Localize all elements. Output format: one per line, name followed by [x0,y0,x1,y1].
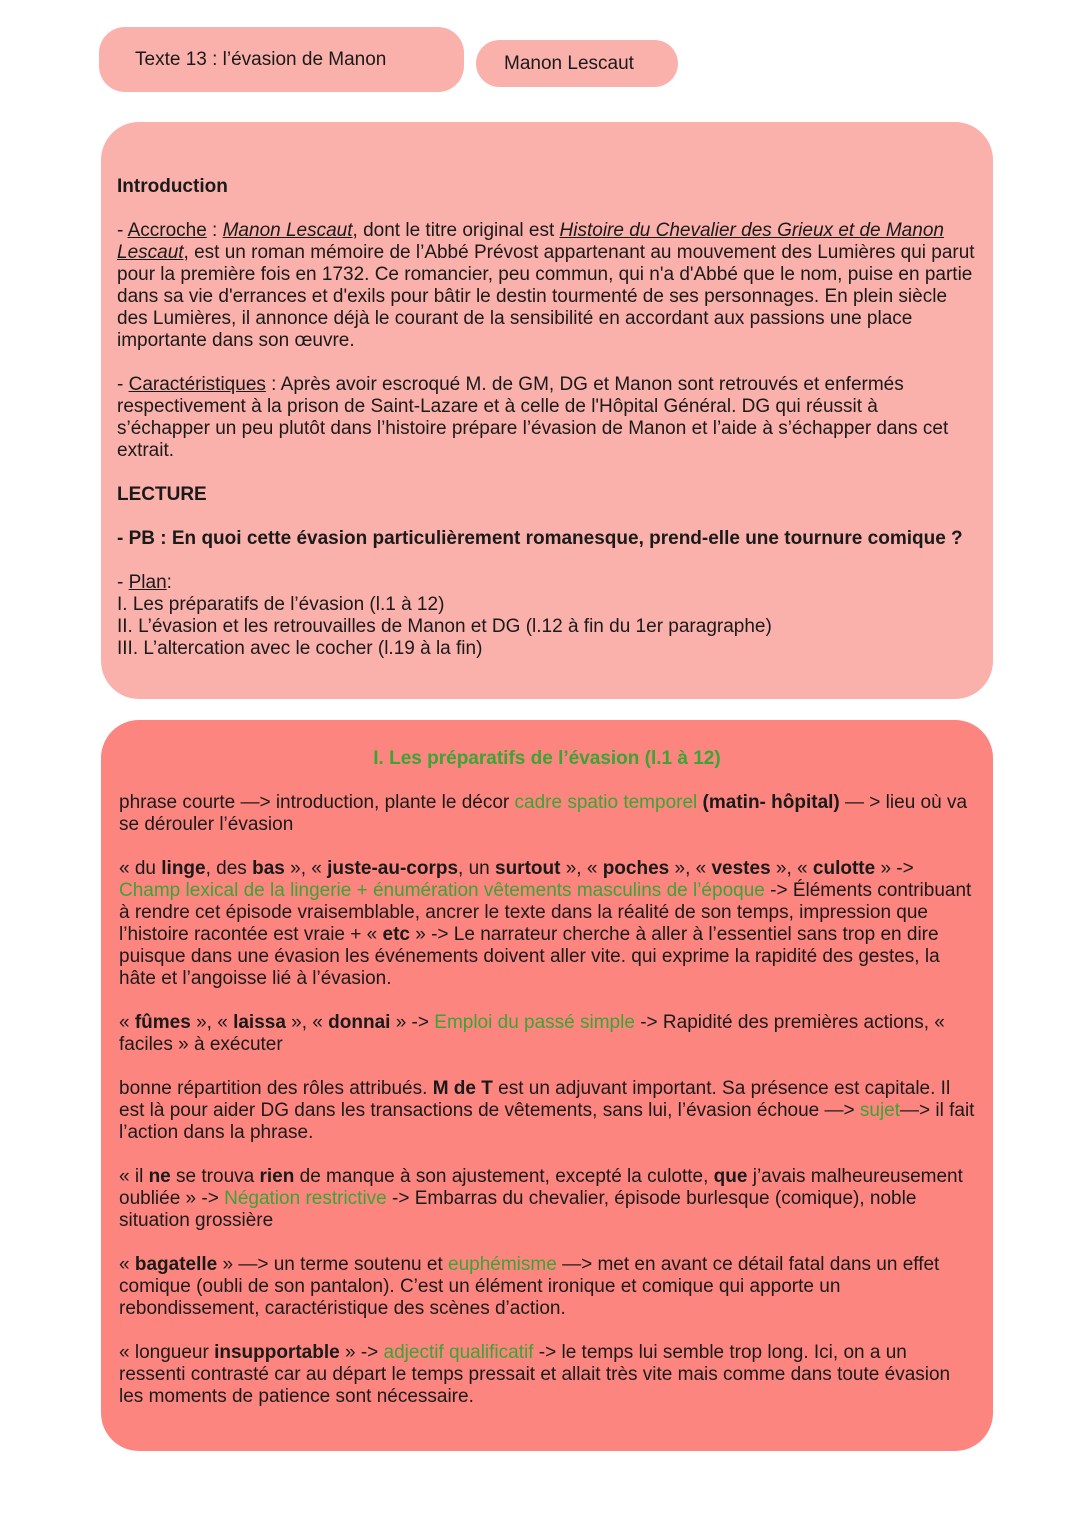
analysis-paragraph: « fûmes », « laissa », « donnai » -> Emploi du passé simple -> Rapidité des premières actions, « faciles » à exécuter [119,1012,945,1055]
analysis-paragraph: « il ne se trouva rien de manque à son ajustement, excepté la culotte, que j’avais malheureusement oubliée » -> Négation restrictive -> Embarras du chevalier, épisode burlesque (comique), noble situation grossière [119,1166,963,1231]
analysis-paragraph: bonne répartition des rôles attribués. M de T est un adjuvant important. Sa présence est capitale. Il est là pour aider DG dans les transactions de vêtements, sans lui, l’évasion échoue —> sujet—> il fait l’action dans la phrase. [119,1078,975,1143]
plan-label: - Plan: [117,572,172,593]
book-tag [476,40,678,87]
analysis-paragraph: phrase courte —> introduction, plante le décor cadre spatio temporel (matin- hôpital) — > lieu où va se dérouler l’évasion [119,792,968,835]
lecture-heading: LECTURE [117,484,207,505]
part1-heading: I. Les préparatifs de l’évasion (l.1 à 12) [373,748,721,769]
plan-item: III. L’altercation avec le cocher (l.19 à la fin) [117,638,483,659]
lesson-title-tag [99,27,464,92]
introduction-card [101,122,993,699]
plan-item: II. L’évasion et les retrouvailles de Manon et DG (l.12 à fin du 1er paragraphe) [117,616,772,637]
part1-card [101,720,993,1451]
problematique: - PB : En quoi cette évasion particulièrement romanesque, prend-elle une tournure comique ? [117,528,963,549]
analysis-paragraph: « longueur insupportable » -> adjectif qualificatif -> le temps lui semble trop long. Ici, on a un ressenti contrasté car au départ le temps pressait et allait très vite mais comme dans toute évasion les moments de patience sont nécessaire. [119,1342,951,1407]
analysis-paragraph: « bagatelle » —> un terme soutenu et euphémisme —> met en avant ce détail fatal dans un effet comique (oubli de son pantalon). C’est un élément ironique et comique qui apporte un rebondissement, caractéristique des scènes d’action. [119,1254,940,1319]
caracteristiques-paragraph: - Caractéristiques : Après avoir escroqué M. de GM, DG et Manon sont retrouvés et enfermés respectivement à la prison de Saint-Lazare et à celle de l'Hôpital Général. DG qui réussit à s’échapper un peu plutôt dans l’histoire prépare l’évasion de Manon et l’aide à s’échapper dans cet extrait. [117,374,949,461]
introduction-heading: Introduction [117,176,228,197]
plan-item: I. Les préparatifs de l’évasion (l.1 à 12) [117,594,445,615]
analysis-paragraph: « du linge, des bas », « juste-au-corps, un surtout », « poches », « vestes », « culotte » -> Champ lexical de la lingerie + énumération vêtements masculins de l’époque -> Éléments contribuant à rendre cet épisode vraisemblable, ancrer le texte dans la réalité de son temps, impression que l’histoire racontée est vraie + « etc » -> Le narrateur cherche à aller à l’essentiel sans trop en dire puisque dans une évasion les événements doivent aller vite. qui exprime la rapidité des gestes, la hâte et l’angoisse lié à l’évasion. [119,858,972,989]
accroche-paragraph: - Accroche : Manon Lescaut, dont le titre original est Histoire du Chevalier des Grieux et de Manon Lescaut, est un roman mémoire de l’Abbé Prévost appartenant au mouvement des Lumières qui parut pour la première fois en 1732. Ce romancier, peu commun, qui n'a d'Abbé que le nom, puise en partie dans sa vie d'errances et d'exils pour bâtir le destin tourmenté de ses personnages. En plein siècle des Lumières, il annonce déjà le courant de la sensibilité en accordant aux passions une place importante dans son œuvre. [117,220,975,351]
lesson-title: Texte 13 : l’évasion de Manon [135,48,387,70]
book-title: Manon Lescaut [504,52,634,74]
